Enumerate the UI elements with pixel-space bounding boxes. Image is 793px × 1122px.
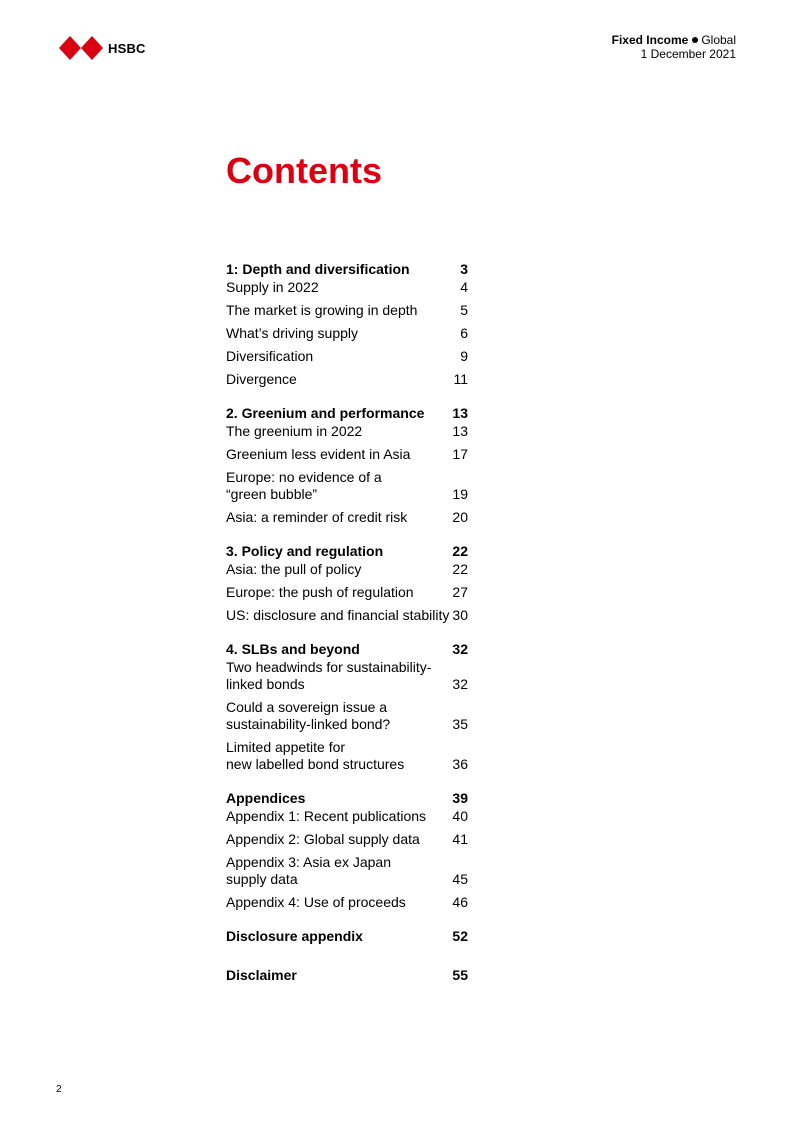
- toc-section-heading[interactable]: [226, 543, 468, 560]
- toc-entry-label: Supply in 2022: [226, 279, 319, 295]
- toc-section-heading[interactable]: [226, 405, 468, 422]
- toc-entry-page: 35: [452, 716, 468, 732]
- toc-entry-page: 9: [460, 348, 468, 364]
- toc-entry[interactable]: [226, 659, 468, 693]
- toc-heading-page: 39: [452, 790, 468, 806]
- bullet-icon: [692, 37, 698, 43]
- toc-section-heading[interactable]: [226, 790, 468, 807]
- toc-entry-page: 41: [452, 831, 468, 847]
- page-title: Contents: [226, 150, 382, 191]
- toc-heading-page: 22: [452, 543, 468, 559]
- toc-entry[interactable]: [226, 894, 468, 911]
- toc-entry[interactable]: [226, 325, 468, 342]
- table-of-contents: [226, 261, 468, 1006]
- toc-entry-page: 4: [460, 279, 468, 295]
- toc-entry-label: Two headwinds for sustainability- linked bonds: [226, 659, 432, 692]
- toc-entry[interactable]: [226, 371, 468, 388]
- brand-name: HSBC: [108, 40, 146, 56]
- report-section: Fixed Income: [611, 33, 689, 47]
- toc-entry-page: 32: [452, 676, 468, 692]
- toc-entry-label: Europe: no evidence of a “green bubble”: [226, 469, 382, 502]
- toc-entry-page: 46: [452, 894, 468, 910]
- toc-entry-label: Limited appetite for new labelled bond structures: [226, 739, 405, 772]
- toc-section: [226, 261, 468, 388]
- toc-entry-label: Asia: the pull of policy: [226, 561, 362, 577]
- toc-entry-label: Europe: the push of regulation: [226, 584, 414, 600]
- hsbc-hexagon-icon: [59, 36, 103, 60]
- toc-entry-page: 11: [453, 371, 468, 387]
- page-number: 2: [56, 1084, 62, 1095]
- report-header: [612, 33, 736, 61]
- toc-entry[interactable]: [226, 808, 468, 825]
- toc-entry[interactable]: [226, 561, 468, 578]
- toc-entry-page: 5: [460, 302, 468, 318]
- toc-entry[interactable]: [226, 469, 468, 503]
- toc-heading-page: 3: [460, 261, 468, 277]
- toc-entry-page: 13: [452, 423, 468, 439]
- toc-entry[interactable]: [226, 423, 468, 440]
- toc-section-heading[interactable]: [226, 967, 468, 984]
- toc-heading-label: 2. Greenium and performance: [226, 405, 425, 421]
- toc-heading-page: 13: [452, 405, 468, 421]
- toc-entry-page: 17: [452, 446, 468, 462]
- toc-section: [226, 928, 468, 945]
- toc-heading-label: Appendices: [226, 790, 306, 806]
- toc-entry-page: 40: [452, 808, 468, 824]
- toc-section: [226, 543, 468, 624]
- toc-section: [226, 967, 468, 984]
- toc-entry[interactable]: [226, 348, 468, 365]
- toc-entry-page: 19: [452, 486, 468, 502]
- toc-entry[interactable]: [226, 607, 468, 624]
- toc-entry-page: 27: [452, 584, 468, 600]
- toc-entry-label: What’s driving supply: [226, 325, 359, 341]
- toc-entry[interactable]: [226, 854, 468, 888]
- toc-entry-page: 6: [460, 325, 468, 341]
- toc-entry-page: 20: [452, 509, 468, 525]
- toc-section-heading[interactable]: [226, 261, 468, 278]
- toc-heading-label: 4. SLBs and beyond: [226, 641, 360, 657]
- report-region: Global: [701, 33, 736, 47]
- toc-entry-label: Appendix 4: Use of proceeds: [226, 894, 406, 910]
- toc-entry-page: 22: [452, 561, 468, 577]
- toc-heading-label: 3. Policy and regulation: [226, 543, 384, 559]
- toc-section: [226, 641, 468, 773]
- toc-entry-label: Appendix 3: Asia ex Japan supply data: [226, 854, 392, 887]
- toc-section: [226, 405, 468, 526]
- toc-heading-page: 32: [452, 641, 468, 657]
- toc-entry[interactable]: [226, 302, 468, 319]
- toc-heading-label: Disclosure appendix: [226, 928, 363, 944]
- toc-entry[interactable]: [226, 446, 468, 463]
- report-date: 1 December 2021: [640, 47, 736, 61]
- toc-entry-label: The market is growing in depth: [226, 302, 418, 318]
- toc-section-heading[interactable]: [226, 641, 468, 658]
- toc-entry-label: Appendix 1: Recent publications: [226, 808, 427, 824]
- toc-entry-label: The greenium in 2022: [226, 423, 363, 439]
- toc-entry[interactable]: [226, 279, 468, 296]
- toc-entry-label: Asia: a reminder of credit risk: [226, 509, 408, 525]
- toc-entry[interactable]: [226, 509, 468, 526]
- toc-entry-label: Appendix 2: Global supply data: [226, 831, 420, 847]
- toc-section: [226, 790, 468, 911]
- toc-heading-page: 55: [452, 967, 468, 983]
- toc-section-heading[interactable]: [226, 928, 468, 945]
- toc-entry[interactable]: [226, 739, 468, 773]
- hsbc-logo: [59, 36, 146, 60]
- toc-heading-page: 52: [452, 928, 468, 944]
- toc-entry-page: 30: [452, 607, 468, 623]
- toc-entry[interactable]: [226, 831, 468, 848]
- toc-entry-page: 45: [452, 871, 468, 887]
- toc-entry-page: 36: [452, 756, 468, 772]
- toc-entry-label: Divergence: [226, 371, 297, 387]
- toc-entry[interactable]: [226, 699, 468, 733]
- toc-heading-label: Disclaimer: [226, 967, 297, 983]
- toc-entry-label: Could a sovereign issue a sustainability-linked bond?: [226, 699, 391, 732]
- toc-heading-label: 1: Depth and diversification: [226, 261, 410, 277]
- toc-entry-label: Diversification: [226, 348, 314, 364]
- toc-entry-label: Greenium less evident in Asia: [226, 446, 411, 462]
- toc-entry[interactable]: [226, 584, 468, 601]
- toc-entry-label: US: disclosure and financial stability: [226, 607, 450, 623]
